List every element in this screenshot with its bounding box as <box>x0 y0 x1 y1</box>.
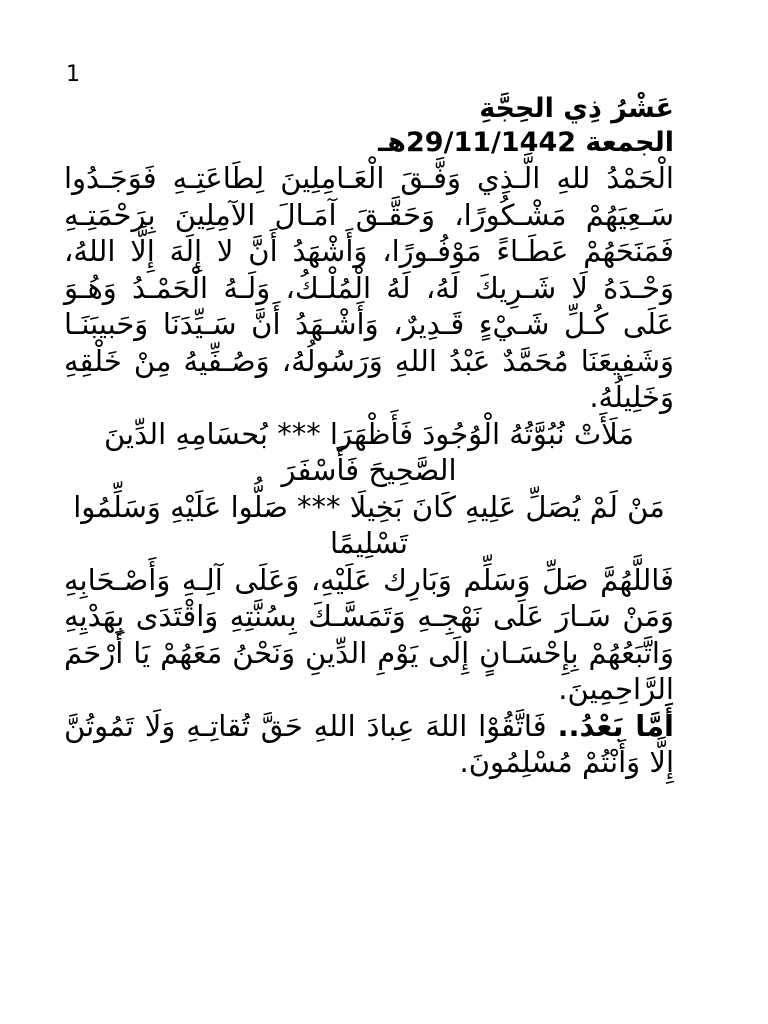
document-date: الجمعة 29/11/1442هـ <box>378 127 674 158</box>
opening-paragraph: الْحَمْدُ للهِ الَّـذِي وَفَّـقَ الْعَـامِلِينَ لِطَاعَتِـهِ فَوَجَـدُوا سَـعِيَهُمْ مَشْـكُورًا، وَحَقَّـقَ آمَـالَ الآمِلِينَ بِرَحْمَتِـهِ فَمَنَحَهُمْ عَطَـاءً مَوْفُـورًا، وَأَشْهَدُ أَنَّ لا إِلَهَ إِلَّا اللهُ، وَحْـدَهُ لَا شَـرِيكَ لَهُ، لَهُ الْمُلْـكُ، وَلَـهُ الْحَمْـدُ وَهُـوَ عَلَى كُـلِّ شَـيْءٍ قَـدِيرٌ، وَأَشْـهَدُ أَنَّ سَـيِّدَنَا وَحَبيبَنَـا وَشَفِيعَنَا مُحَمَّدٌ عَبْدُ اللهِ وَرَسُولُهُ، وَصُـفِّيهُ مِنْ خَلْقِهِ وَخَلِيلُهُ. <box>64 161 674 414</box>
document-body <box>64 92 674 781</box>
closing-paragraph-text: فَاتَّقُوْا اللهَ عِبادَ اللهِ حَقَّ تُقاتِـهِ وَلَا تَمُوتُنَّ إِلَّا وَأَنْتُمْ مُسْلِمُونَ. <box>64 708 674 779</box>
poem-verse: مَلَأَتْ نُبُوَّتُهُ الْوُجُودَ فَأَظْهَرَا *** بُحسَامِهِ الدِّينَ الصَّحِيحَ فَأَسْفَرَ <box>103 416 635 487</box>
document-title: عَشْرُ ذِي الحِجَّةِ <box>479 93 674 124</box>
amma-bad-heading: أَمَّا بَعْدُ.. <box>557 708 674 743</box>
salutation-paragraph: فَاللَّهُمَّ صَلِّ وَسَلِّم وَبَارِك عَلَيْهِ، وَعَلَى آلِـهِ وَأَصْـحَابِهِ وَمَنْ سَـارَ عَلَى نَهْجِـهِ وَتَمَسَّـكَ بِسُنَّتِهِ وَاقْتَدَى بِهَدْيِهِ وَاتَّبَعُهُمْ بِإِحْسَـانٍ إِلَى يَوْمِ الدِّينِ وَنَحْنُ مَعَهُمْ يَا أَرْحَمَ الرَّاحِمِينَ. <box>64 562 674 706</box>
closing-paragraph <box>64 708 674 781</box>
poem-verse: مَنْ لَمْ يُصَلِّ عَلِيهِ كَانَ بَخِيلَا *** صَلُّوا عَلَيْهِ وَسَلِّمُوا تَسْلِيمًا <box>73 489 665 560</box>
page-number: 1 <box>66 62 80 87</box>
